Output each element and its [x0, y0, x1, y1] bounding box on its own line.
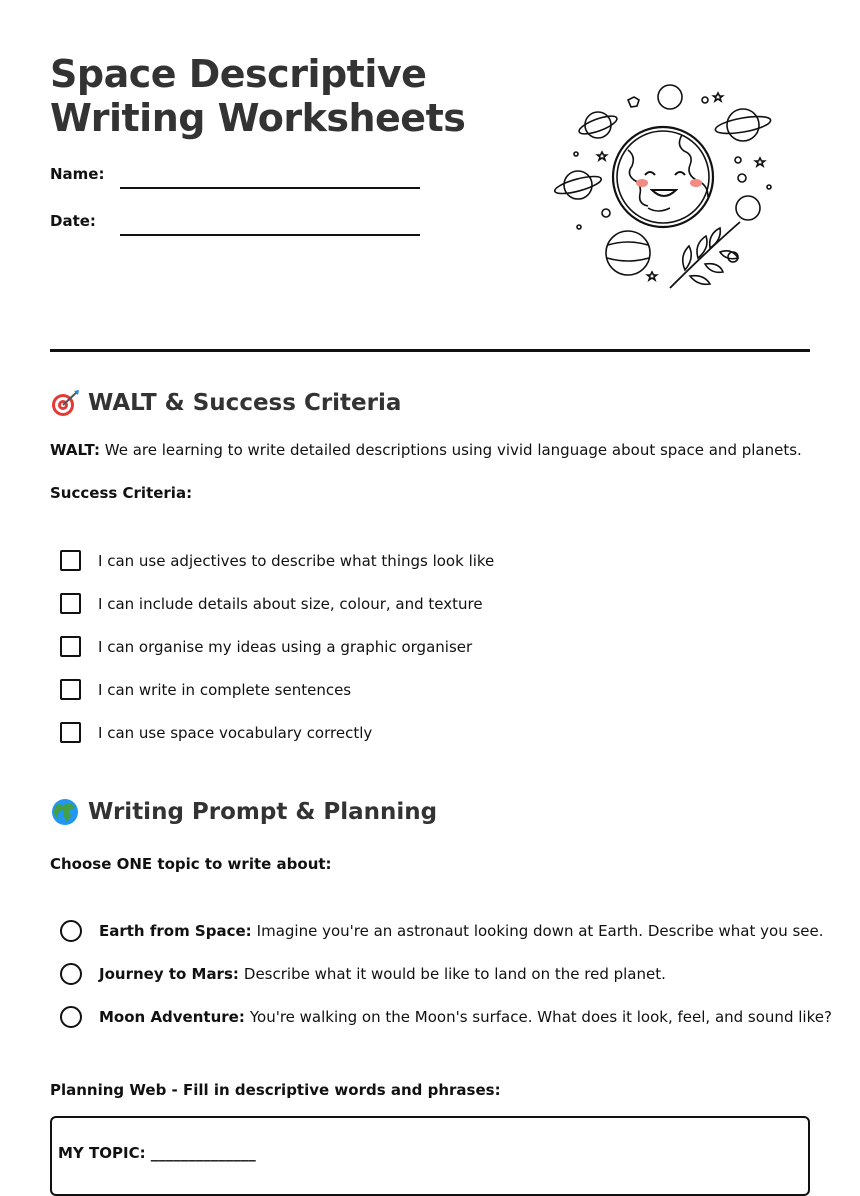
- criteria-checkbox[interactable]: [60, 593, 81, 614]
- topic-text: Describe what it would be like to land on the red planet.: [243, 965, 666, 983]
- page-title: [50, 52, 465, 140]
- title-line-2: Writing Worksheets: [50, 96, 466, 140]
- section-divider: [50, 349, 810, 352]
- prompt-section-heading: [50, 797, 437, 827]
- criteria-checkbox[interactable]: [60, 722, 81, 743]
- criteria-item[interactable]: [60, 593, 483, 614]
- topic-option[interactable]: [60, 920, 824, 942]
- criteria-checkbox[interactable]: [60, 636, 81, 657]
- date-field[interactable]: [120, 234, 420, 236]
- target-icon: [50, 388, 80, 418]
- globe-icon: [50, 797, 80, 827]
- planning-web-label: Planning Web - Fill in descriptive words and phrases:: [50, 1081, 501, 1099]
- topic-title: Journey to Mars:: [99, 965, 239, 983]
- topic-radio[interactable]: [60, 1006, 82, 1028]
- earth-and-planets-illustration: [550, 80, 780, 295]
- criteria-checkbox[interactable]: [60, 550, 81, 571]
- criteria-text: I can use space vocabulary correctly: [98, 723, 373, 742]
- walt-label: WALT:: [50, 441, 100, 459]
- topic-title: Moon Adventure:: [99, 1008, 245, 1026]
- title-line-1: Space Descriptive: [50, 52, 427, 96]
- criteria-text: I can use adjectives to describe what things look like: [98, 551, 495, 570]
- prompt-heading-text: Writing Prompt & Planning: [88, 799, 438, 825]
- criteria-item[interactable]: [60, 679, 351, 700]
- walt-statement: [50, 441, 802, 459]
- choose-topic-label: Choose ONE topic to write about:: [50, 855, 332, 873]
- topic-text: You're walking on the Moon's surface. What does it look, feel, and sound like?: [249, 1008, 832, 1026]
- criteria-item[interactable]: [60, 550, 494, 571]
- criteria-item[interactable]: [60, 722, 372, 743]
- topic-radio[interactable]: [60, 963, 82, 985]
- walt-text: We are learning to write detailed descriptions using vivid language about space and planets.: [104, 441, 802, 459]
- criteria-text: I can include details about size, colour, and texture: [98, 594, 483, 613]
- criteria-item[interactable]: [60, 636, 472, 657]
- topic-option[interactable]: [60, 1006, 832, 1028]
- walt-heading-text: WALT & Success Criteria: [88, 390, 402, 416]
- name-field[interactable]: [120, 187, 420, 189]
- criteria-text: I can write in complete sentences: [98, 680, 352, 699]
- topic-title: Earth from Space:: [99, 922, 252, 940]
- my-topic-label: MY TOPIC: ______________: [58, 1144, 256, 1162]
- topic-text: Imagine you're an astronaut looking down at Earth. Describe what you see.: [256, 922, 824, 940]
- name-label: Name:: [50, 165, 105, 183]
- criteria-checkbox[interactable]: [60, 679, 81, 700]
- date-label: Date:: [50, 212, 96, 230]
- success-criteria-label: Success Criteria:: [50, 484, 193, 502]
- topic-radio[interactable]: [60, 920, 82, 942]
- planning-web-box[interactable]: [50, 1116, 810, 1196]
- walt-section-heading: [50, 388, 401, 418]
- topic-option[interactable]: [60, 963, 666, 985]
- criteria-text: I can organise my ideas using a graphic organiser: [98, 637, 473, 656]
